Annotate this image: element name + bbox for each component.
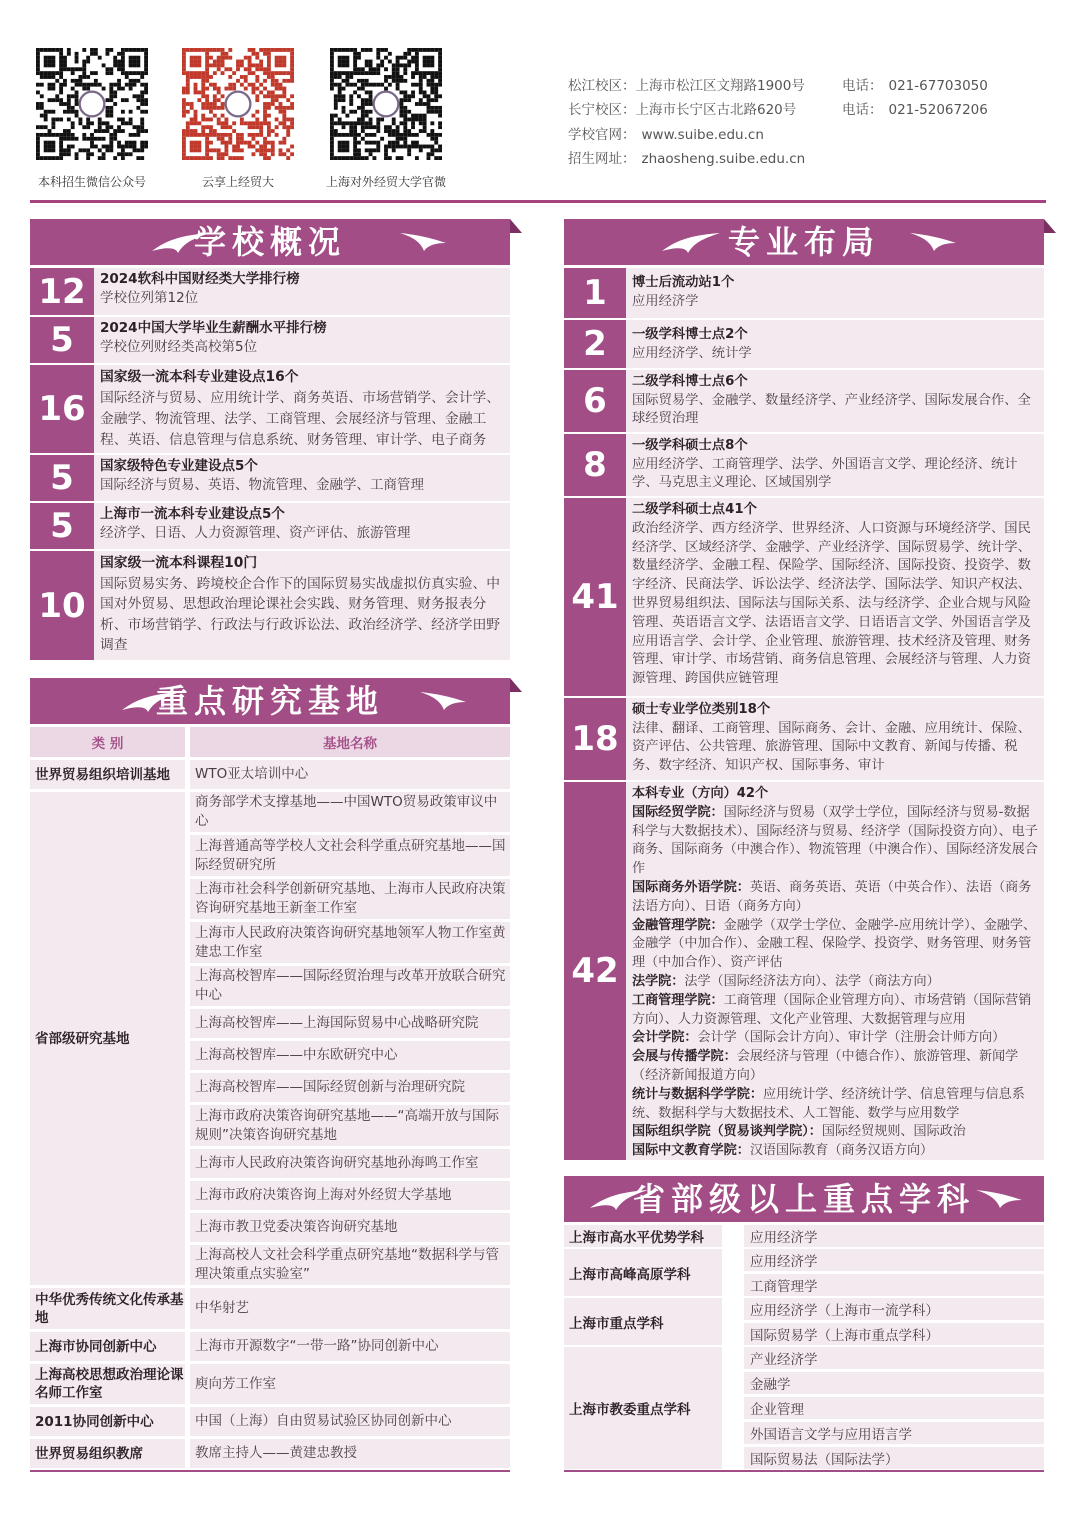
- overview-item: [30, 365, 510, 453]
- disciplines-title: 省部级以上重点学科: [632, 1180, 975, 1218]
- school-entry: [632, 879, 1040, 917]
- qr-caption-cloud: 云享上经贸大: [201, 175, 274, 189]
- stat-number: 5: [30, 455, 94, 501]
- discipline-category: 上海市重点学科: [564, 1298, 722, 1345]
- qr-code-icon: [36, 48, 148, 160]
- school-majors: 英语、商务英语、英语（中英合作）、法语（商务法语方向）、日语（商务方向）: [632, 879, 1032, 914]
- majors-item: [564, 370, 1044, 432]
- stat-heading: 国家级一流本科课程10门: [100, 555, 258, 571]
- majors-item: [564, 498, 1044, 696]
- discipline-category: 上海市教委重点学科: [564, 1347, 722, 1469]
- research-base-name: 上海普通高等学校人文社会科学重点研究基地——国际经贸研究所: [190, 835, 510, 876]
- school-name: 会计学院：: [632, 1030, 698, 1046]
- school-name: 国际经贸学院：: [632, 804, 724, 820]
- research-base-name: 上海高校智库——国际经贸创新与治理研究院: [190, 1073, 510, 1102]
- school-entry: [632, 1048, 1040, 1086]
- stat-text: 国际经济与贸易、英语、物流管理、金融学、工商管理: [100, 477, 424, 493]
- school-majors: 国际经济与贸易（双学士学位，国际经济与贸易-数据科学与大数据技术）、国际经济与贸易、经济学（国际投资方向）、电子商务、国际商务（中澳合作）、物流管理（中澳合作）、国际经济发展合作: [632, 804, 1038, 877]
- research-base-name: WTO亚太培训中心: [190, 760, 510, 789]
- stat-heading: 二级学科硕士点41个: [632, 502, 757, 517]
- research-base-name: 上海高校智库——上海国际贸易中心战略研究院: [190, 1009, 510, 1038]
- school-entry: [632, 992, 1040, 1030]
- school-entry: [632, 1086, 1040, 1124]
- research-base-name: 教席主持人——黄建忠教授: [190, 1439, 510, 1468]
- majors-undergrad: [564, 782, 1044, 1160]
- stat-number: 5: [30, 503, 94, 549]
- qr-caption-official: 上海对外经贸大学官微: [325, 175, 446, 189]
- school-entry: [632, 804, 1040, 879]
- discipline-name: 应用经济学（上海市一流学科）: [744, 1298, 1044, 1320]
- school-name: 金融管理学院：: [632, 917, 724, 933]
- research-category: 上海高校思想政治理论课名师工作室: [30, 1364, 185, 1404]
- stat-heading: 2024软科中国财经类大学排行榜: [100, 271, 300, 287]
- stat-text: 国际贸易实务、跨境校企合作下的国际贸易实战虚拟仿真实验、中国对外贸易、思想政治理论课社会实践、财务管理、财务报表分析、市场营销学、行政法与行政诉讼法、政治经济学、经济学田野调查: [100, 575, 501, 653]
- research-category: 世界贸易组织教席: [30, 1439, 185, 1468]
- contact-songjiang: [568, 74, 805, 94]
- stat-heading: 国家级一流本科专业建设点16个: [100, 369, 299, 385]
- phone-number: 021-52067206: [888, 102, 988, 118]
- banner-fold: [510, 678, 522, 692]
- stat-text: 应用经济学: [632, 293, 699, 309]
- overview-item: [30, 317, 510, 363]
- school-majors: 会计学（国际会计方向）、审计学（注册会计师方向）: [697, 1030, 1006, 1046]
- qr-code-icon: [330, 48, 442, 160]
- school-name: 会展与传播学院：: [632, 1049, 737, 1065]
- majors-item: [564, 698, 1044, 780]
- stat-heading: 一级学科硕士点8个: [632, 438, 748, 453]
- research-category: 世界贸易组织培训基地: [30, 760, 185, 789]
- stat-heading: 国家级特色专业建设点5个: [100, 458, 258, 474]
- stat-number: 1: [564, 268, 626, 318]
- research-category: 2011协同创新中心: [30, 1407, 185, 1436]
- banner-fold: [510, 219, 522, 233]
- stat-text: 应用经济学、统计学: [632, 345, 752, 361]
- research-base-name: 上海市教卫党委决策咨询研究基地: [190, 1213, 510, 1242]
- majors-item: [564, 320, 1044, 368]
- stat-heading: 硕士专业学位类别18个: [632, 702, 771, 717]
- overview-banner: [30, 219, 510, 265]
- stat-text: 学校位列第12位: [100, 290, 199, 306]
- stat-heading: 二级学科博士点6个: [632, 374, 748, 389]
- discipline-category: 上海市高峰高原学科: [564, 1249, 722, 1296]
- contact-website: [568, 123, 764, 143]
- school-majors: 国际经贸规则、国际政治: [821, 1124, 966, 1140]
- school-majors: 法学（国际经济法方向）、法学（商法方向）: [684, 973, 940, 989]
- school-entry: [632, 1029, 1040, 1048]
- overview-item: [30, 503, 510, 549]
- contact-label: 长宁校区：: [568, 102, 636, 118]
- stat-number: 8: [564, 434, 626, 496]
- phone-label: 电话：: [842, 102, 883, 118]
- overview-item: [30, 455, 510, 501]
- research-title: 重点研究基地: [155, 682, 384, 720]
- stat-text: 国际贸易学、金融学、数量经济学、产业经济学、国际发展合作、全球经贸治理: [632, 392, 1031, 427]
- header-divider: [30, 200, 1046, 203]
- qr-code-cloud[interactable]: [182, 48, 294, 160]
- phone-label: 电话：: [842, 78, 883, 94]
- research-base-name: 庾向芳工作室: [190, 1364, 510, 1404]
- school-name: 工商管理学院：: [632, 992, 724, 1008]
- column-header-name: 基地名称: [190, 727, 510, 757]
- overview-item: [30, 268, 510, 315]
- stat-number: 42: [564, 782, 626, 1160]
- stat-text: 学校位列财经类高校第5位: [100, 339, 258, 355]
- research-base-name: 中国（上海）自由贸易试验区协同创新中心: [190, 1407, 510, 1436]
- stat-number: 10: [30, 551, 94, 660]
- stat-text: 应用经济学、工商管理学、法学、外国语言文学、理论经济、统计学、马克思主义理论、区域国别学: [632, 456, 1018, 491]
- school-entry: [632, 1123, 1040, 1142]
- stat-heading: 博士后流动站1个: [632, 275, 735, 290]
- discipline-name: 产业经济学: [744, 1347, 1044, 1369]
- contact-label: 松江校区：: [568, 78, 636, 94]
- phone-number: 021-67703050: [888, 78, 988, 94]
- research-base-name: 上海市政府决策咨询研究基地——“高端开放与国际规则”决策咨询研究基地: [190, 1105, 510, 1146]
- contact-label: 学校官网：: [568, 127, 636, 143]
- research-base-name: 中华射艺: [190, 1288, 510, 1329]
- banner-fold: [1044, 219, 1056, 233]
- section-divider: [30, 1470, 510, 1472]
- school-majors: 会展经济与管理（中德合作）、旅游管理、新闻学（经济新闻报道方向）: [632, 1049, 1019, 1083]
- school-majors: 汉语国际教育（商务汉语方向）: [749, 1143, 934, 1159]
- school-entry: [632, 973, 1040, 992]
- school-majors: 应用统计学、经济统计学、信息管理与信息系统、数据科学与大数据技术、人工智能、数学与应用数学: [632, 1086, 1025, 1121]
- discipline-name: 国际贸易学（上海市重点学科）: [744, 1323, 1044, 1345]
- overview-item: [30, 551, 510, 660]
- school-name: 国际商务外语学院：: [632, 879, 750, 895]
- stat-text: 国际经济与贸易、应用统计学、商务英语、市场营销学、会计学、金融学、物流管理、法学、工商管理、会展经济与管理、金融工程、英语、信息管理与信息系统、财务管理、审计学、电子商务: [100, 390, 501, 448]
- stat-number: 6: [564, 370, 626, 432]
- stat-text: 经济学、日语、人力资源管理、资产评估、旅游管理: [100, 525, 411, 541]
- stat-number: 41: [564, 498, 626, 696]
- school-majors: 金融学（双学士学位、金融学-应用统计学）、金融学、金融学（中加合作）、金融工程、保险学、投资学、财务管理、财务管理（中加合作）、资产评估: [632, 917, 1037, 971]
- discipline-name: 工商管理学: [744, 1274, 1044, 1296]
- school-name: 统计与数据科学学院：: [632, 1086, 763, 1102]
- contact-changning: [568, 98, 796, 118]
- column-header-category: 类 别: [30, 727, 185, 757]
- qr-code-official[interactable]: [330, 48, 442, 160]
- research-base-name: 上海高校人文社会科学重点研究基地“数据科学与管理决策重点实验室”: [190, 1245, 510, 1285]
- section-divider: [564, 1470, 1044, 1472]
- discipline-category: 上海市高水平优势学科: [564, 1225, 722, 1247]
- stat-heading: 上海市一流本科专业建设点5个: [100, 506, 285, 522]
- discipline-name: 金融学: [744, 1372, 1044, 1394]
- discipline-name: 应用经济学: [744, 1249, 1044, 1271]
- research-category: 上海市协同创新中心: [30, 1332, 185, 1361]
- school-majors: 工商管理（国际企业管理方向）、市场营销（国际营销方向）、人力资源管理、文化产业管理、大数据管理与应用: [632, 992, 1032, 1027]
- research-category: 中华优秀传统文化传承基地: [30, 1288, 185, 1329]
- research-base-name: 上海高校智库——国际经贸治理与改革开放联合研究中心: [190, 966, 510, 1006]
- research-base-name: 上海高校智库——中东欧研究中心: [190, 1041, 510, 1070]
- research-base-name: 商务部学术支撑基地——中国WTO贸易政策审议中心: [190, 792, 510, 832]
- stat-heading: 本科专业（方向）42个: [632, 786, 769, 801]
- research-base-name: 上海市政府决策咨询上海对外经贸大学基地: [190, 1181, 510, 1210]
- stat-text: 法律、翻译、工商管理、国际商务、会计、金融、应用统计、保险、资产评估、公共管理、旅游管理、国际中文教育、新闻与传播、税务、数字经济、知识产权、国际事务、审计: [632, 720, 1031, 774]
- research-base-name: 上海市人民政府决策咨询研究基地领军人物工作室黄建忠工作室: [190, 922, 510, 963]
- stat-number: 2: [564, 320, 626, 368]
- research-category: 省部级研究基地: [30, 792, 185, 1285]
- stat-number: 18: [564, 698, 626, 780]
- contact-label: 招生网址：: [568, 151, 636, 167]
- stat-heading: 2024中国大学毕业生薪酬水平排行榜: [100, 320, 327, 336]
- discipline-name: 外国语言文学与应用语言学: [744, 1422, 1044, 1444]
- school-entry: [632, 1142, 1040, 1161]
- stat-number: 12: [30, 268, 94, 315]
- qr-code-admissions[interactable]: [36, 48, 148, 160]
- contact-songjiang-phone: [842, 74, 988, 94]
- research-base-name: 上海市人民政府决策咨询研究基地孙海鸣工作室: [190, 1149, 510, 1178]
- majors-title: 专业布局: [727, 223, 880, 261]
- school-name: 国际组织学院（贸易谈判学院）：: [632, 1124, 822, 1140]
- school-name: 法学院：: [632, 973, 685, 989]
- research-base-name: 上海市开源数字“一带一路”协同创新中心: [190, 1332, 510, 1361]
- qr-code-icon: [182, 48, 294, 160]
- contact-address: 上海市松江区文翔路1900号: [635, 78, 805, 94]
- majors-item: [564, 268, 1044, 318]
- disciplines-banner: [564, 1176, 1044, 1222]
- qr-caption-admissions: 本科招生微信公众号: [37, 175, 146, 189]
- admissions-link[interactable]: zhaosheng.suibe.edu.cn: [641, 151, 806, 167]
- discipline-name: 国际贸易法（国际法学）: [744, 1447, 1044, 1469]
- stat-number: 16: [30, 365, 94, 453]
- contact-admissions-site: [568, 147, 805, 167]
- contact-changning-phone: [842, 98, 988, 118]
- school-name: 国际中文教育学院：: [632, 1143, 750, 1159]
- discipline-name: 应用经济学: [744, 1225, 1044, 1247]
- stat-heading: 一级学科博士点2个: [632, 327, 748, 342]
- school-entry: [632, 917, 1040, 973]
- overview-title: 学校概况: [193, 223, 346, 261]
- stat-text: 政治经济学、西方经济学、世界经济、人口资源与环境经济学、国民经济学、区域经济学、金融学、产业经济学、国际贸易学、统计学、数量经济学、金融工程、保险学、国际经济、国际投资、投资学、数字经济、民商法学、诉讼法学、经济法学、国际法学、知识产权法、世界贸易组织法、国际法与国际关系、法与经济学、企业合规与风险管理、英语语言文学、法语语言文学、日语语言文学、外国语言学及应用语言学、会计学、企业管理、旅游管理、技术经济及管理、财务管理、审计学、市场营销、商务信息管理、会展经济与管理、人力资源管理、跨国供应链管理: [632, 520, 1031, 687]
- research-banner: [30, 678, 510, 724]
- stat-number: 5: [30, 317, 94, 363]
- contact-address: 上海市长宁区古北路620号: [635, 102, 797, 118]
- majors-banner: [564, 219, 1044, 265]
- research-base-name: 上海市社会科学创新研究基地、上海市人民政府决策咨询研究基地王新奎工作室: [190, 879, 510, 919]
- majors-item: [564, 434, 1044, 496]
- website-link[interactable]: www.suibe.edu.cn: [641, 127, 764, 143]
- discipline-name: 企业管理: [744, 1397, 1044, 1419]
